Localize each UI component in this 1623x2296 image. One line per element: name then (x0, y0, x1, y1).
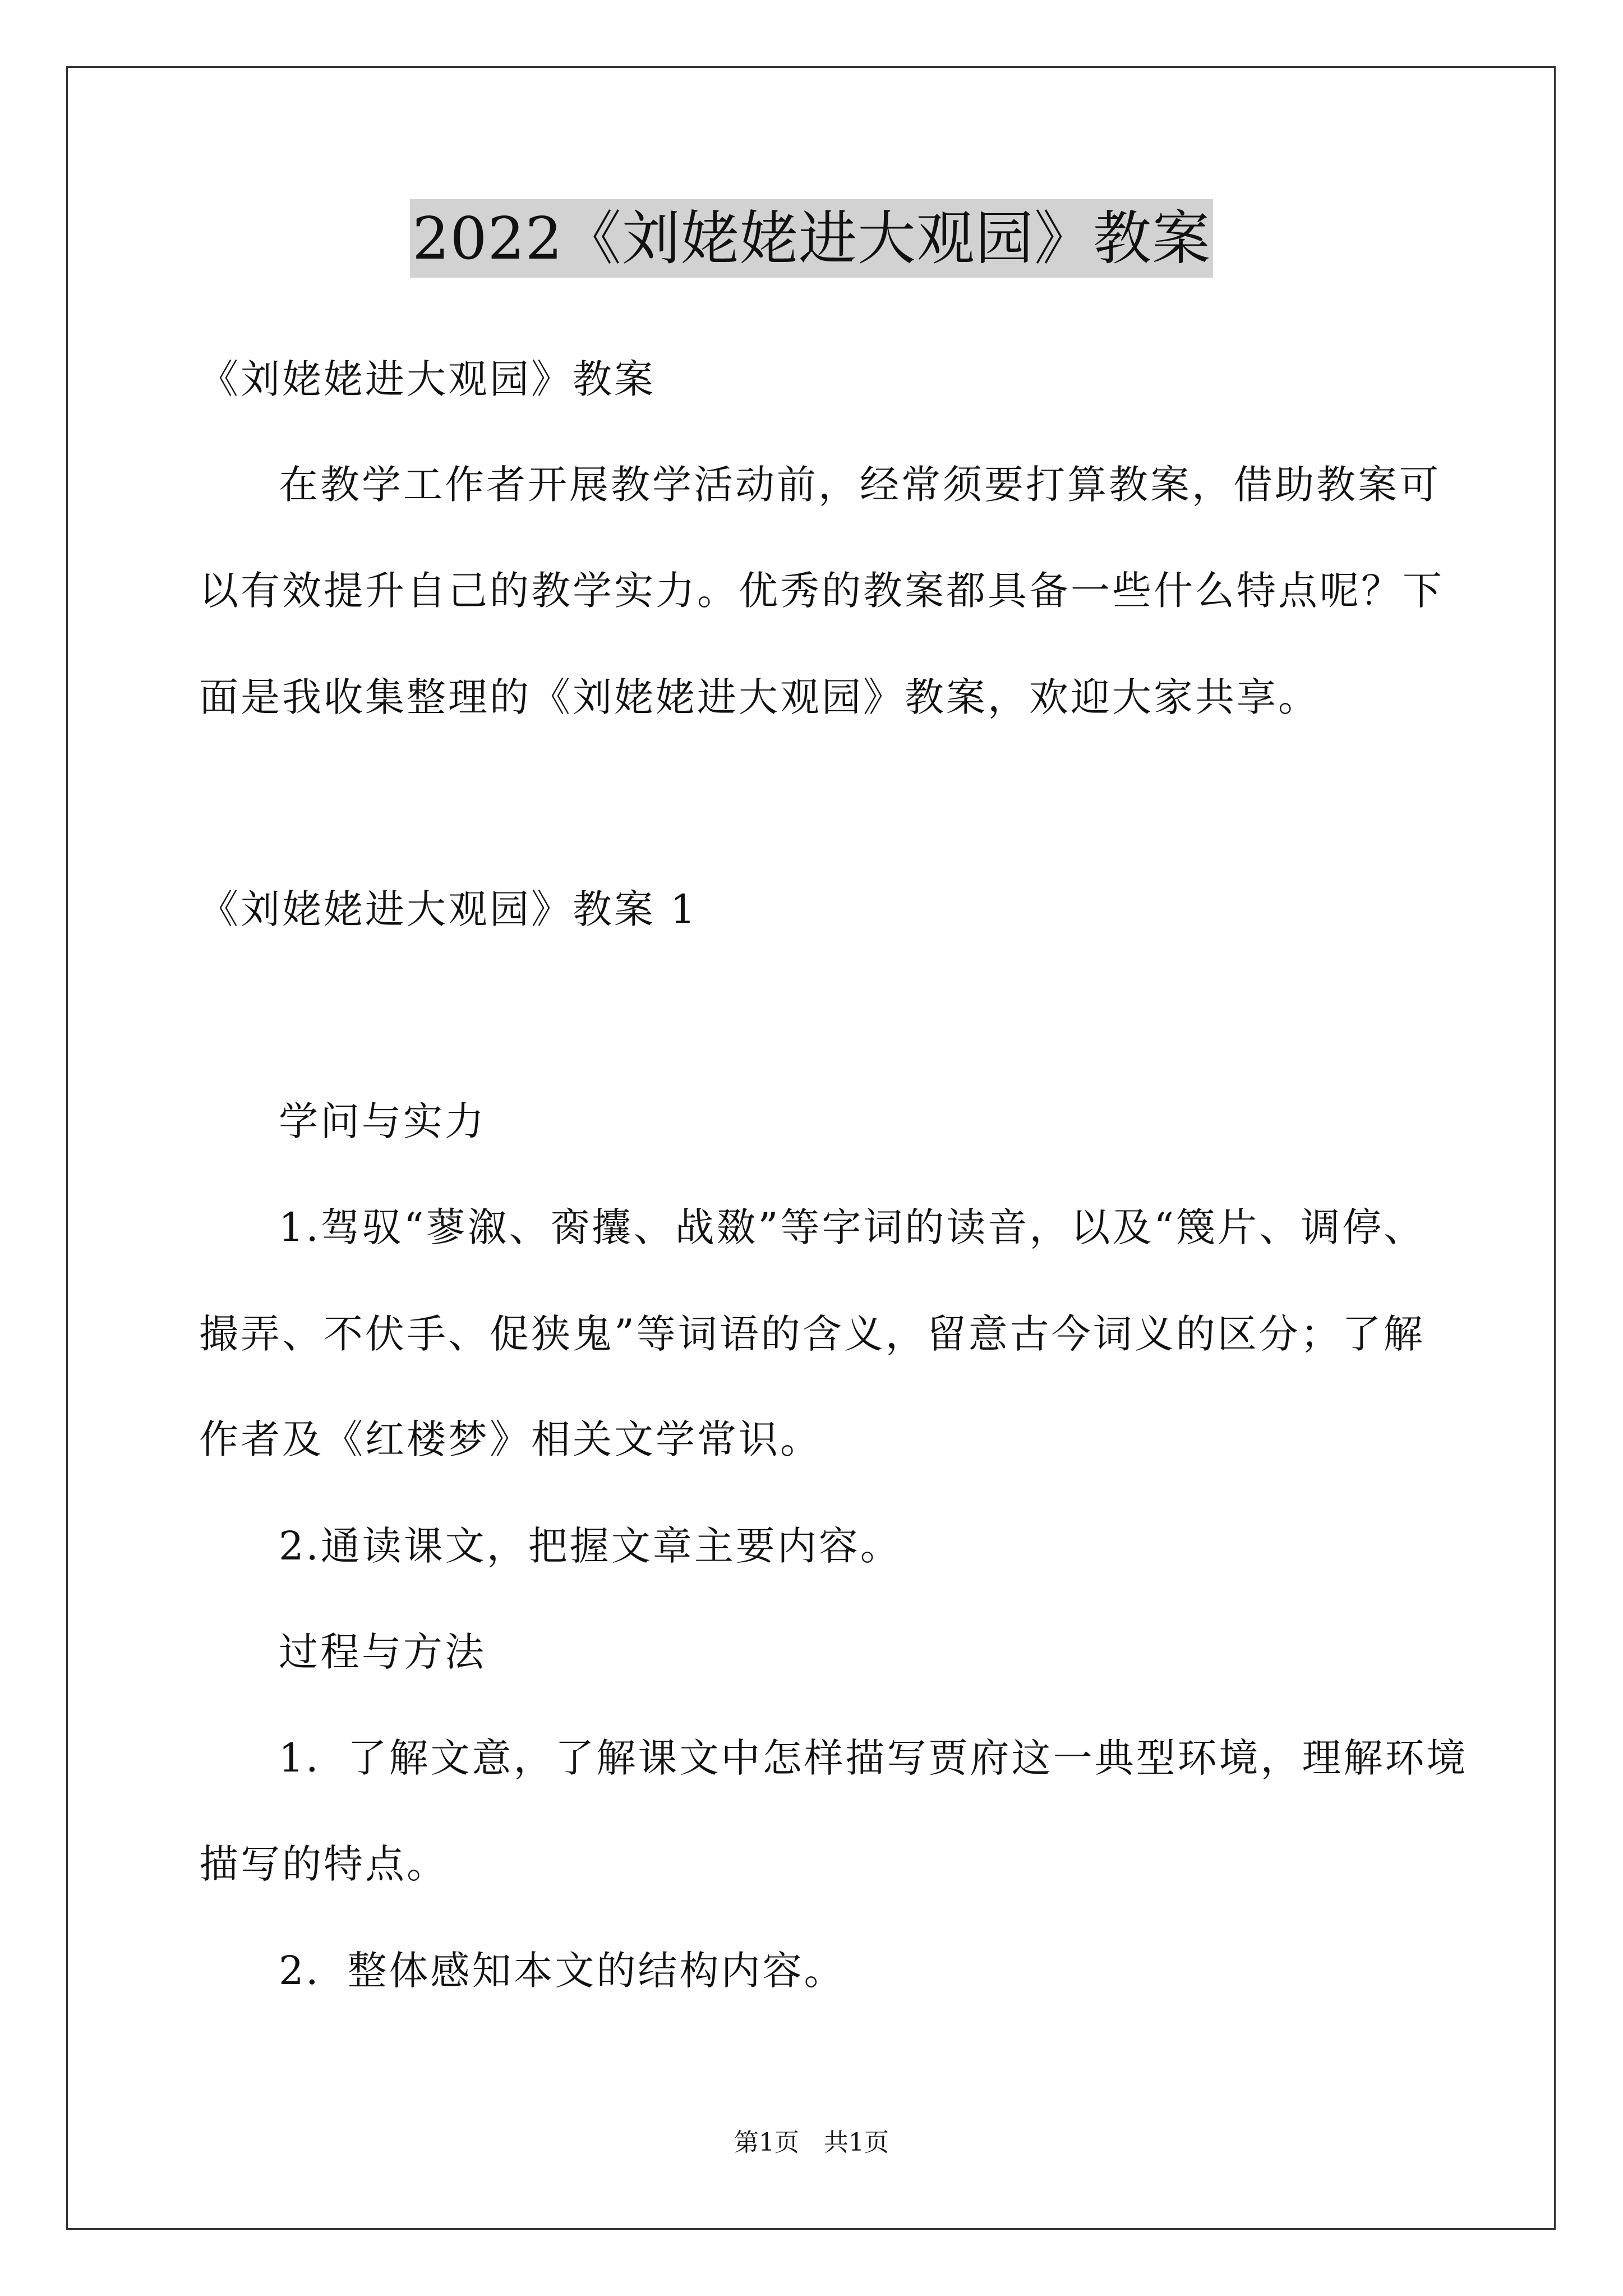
intro-line-2: 以有效提升自己的教学实力。优秀的教案都具备一些什么特点呢？下 (199, 568, 1444, 614)
body-line-2: 1.驾驭“蓼溆、脔攮、战敪”等字词的读音，以及“篾片、调停、 (279, 1204, 1426, 1250)
document-subtitle: 《刘姥姥进大观园》教案 (199, 356, 656, 402)
title-block (0, 199, 1623, 278)
body-line-6: 过程与方法 (279, 1629, 486, 1675)
body-line-7: 1．了解文意，了解课文中怎样描写贾府这一典型环境，理解环境 (279, 1735, 1468, 1781)
body-line-5: 2.通读课文，把握文章主要内容。 (279, 1523, 902, 1569)
body-line-4: 作者及《红楼梦》相关文学常识。 (199, 1416, 822, 1462)
document-title: 2022《刘姥姥进大观园》教案 (410, 199, 1213, 278)
body-line-3: 撮弄、不伏手、促狭鬼”等词语的含义，留意古今词义的区分；了解 (199, 1311, 1425, 1357)
body-line-8: 描写的特点。 (199, 1841, 448, 1887)
body-line-1: 学问与实力 (279, 1098, 486, 1144)
body-line-9: 2．整体感知本文的结构内容。 (279, 1948, 846, 1994)
intro-line-1: 在教学工作者开展教学活动前，经常须要打算教案，借助教案可 (279, 462, 1441, 508)
page-footer: 第1页 共1页 (734, 2128, 889, 2157)
section-heading: 《刘姥姥进大观园》教案 1 (199, 886, 698, 932)
intro-line-3: 面是我收集整理的《刘姥姥进大观园》教案，欢迎大家共享。 (199, 674, 1320, 720)
